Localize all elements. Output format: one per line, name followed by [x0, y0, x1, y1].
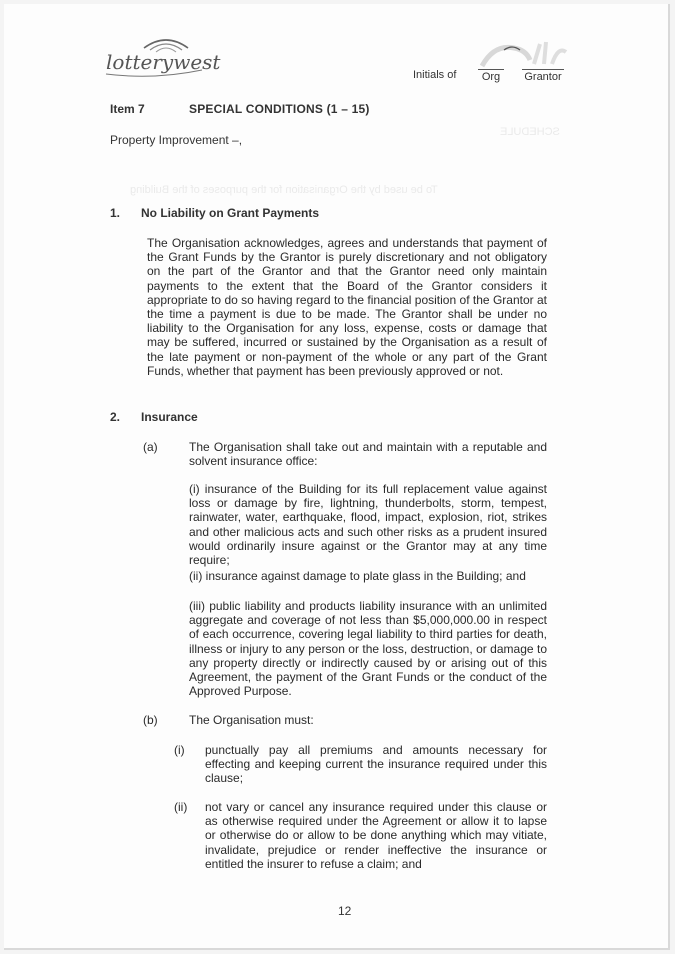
sub-clause-paragraph: (i) insurance of the Building for its full replacement value against loss or damage by fire, lightning, thunderbolts, storm, tempest, rainwater, water, earthquake, flood, impact, explosion, riot, strikes and other malicious acts and such other risks as a prudent insured would ordinarily insure against or the Grantor may at any time require;: [189, 482, 547, 568]
page-number: 12: [338, 904, 352, 918]
sub-clause-paragraph: (iii) public liability and products liability insurance with an unlimited aggregate and coverage of not less than $5,000,000.00 in respect of each occurrence, covering legal liability to third parties for death, illness or injury to any person or the loss, destruction, or damage to any property directly or indirectly caused by or arising out of this Agreement, the payment of the Grant Funds or the conduct of the Approved Purpose.: [189, 599, 547, 699]
sub-clause-paragraph: (ii) insurance against damage to plate glass in the Building; and: [189, 569, 526, 583]
logo-text: lotterywest: [106, 50, 221, 74]
item-number: Item 7: [110, 102, 145, 116]
sub-clause-paragraph: punctually pay all premiums and amounts necessary for effecting and keeping current the insurance required under this clause;: [205, 743, 547, 786]
item-title: SPECIAL CONDITIONS (1 – 15): [189, 102, 370, 116]
clause-paragraph: The Organisation must:: [189, 713, 314, 727]
section-paragraph: The Organisation acknowledges, agrees and understands that payment of the Grant Funds by the Grantor is purely discretionary and not obligatory on the part of the Grantor and that the Grantor need only maintain payments to the extent that the Board of the Grantor considers it appropriate to do so having regard to the financial position of the Grantor at the time a payment is due to be made. The Grantor shall be under no liability to the Organisation for any loss, expense, costs or damage that may be suffered, incurred or sustained by the Organisation as a result of the late payment or non-payment of the whole or any part of the Grant Funds, whether that payment has been previously approved or not.: [147, 236, 547, 378]
clause-label: (a): [143, 440, 158, 454]
property-line: Property Improvement –,: [110, 133, 243, 147]
show-through-text: To be used by the Organisation for the purposes of the Building: [130, 184, 438, 196]
initials-label: Initials of: [413, 69, 457, 81]
sub-clause-label: (i): [174, 743, 185, 757]
lotterywest-logo: [104, 34, 221, 78]
initials-stamp: [474, 38, 570, 68]
show-through-text: SCHEDULE: [500, 126, 560, 138]
clause-paragraph: The Organisation shall take out and maintain with a reputable and solvent insurance office:: [189, 440, 547, 469]
grantor-initials-label: Grantor: [522, 69, 564, 83]
sub-clause-label: (ii): [174, 800, 188, 814]
section-number: 1.: [110, 206, 121, 220]
clause-label: (b): [143, 713, 158, 727]
sub-clause-paragraph: not vary or cancel any insurance required under this clause or as otherwise required under the Agreement or allow it to lapse or otherwise do or allow to be done anything which may vitiate, invalidate, prejudice or render ineffective the insurance or entitled the insurer to refuse a claim; and: [205, 800, 547, 871]
section-title: Insurance: [141, 410, 198, 424]
org-initials-label: Org: [478, 69, 504, 83]
section-title: No Liability on Grant Payments: [141, 206, 320, 220]
section-number: 2.: [110, 410, 121, 424]
